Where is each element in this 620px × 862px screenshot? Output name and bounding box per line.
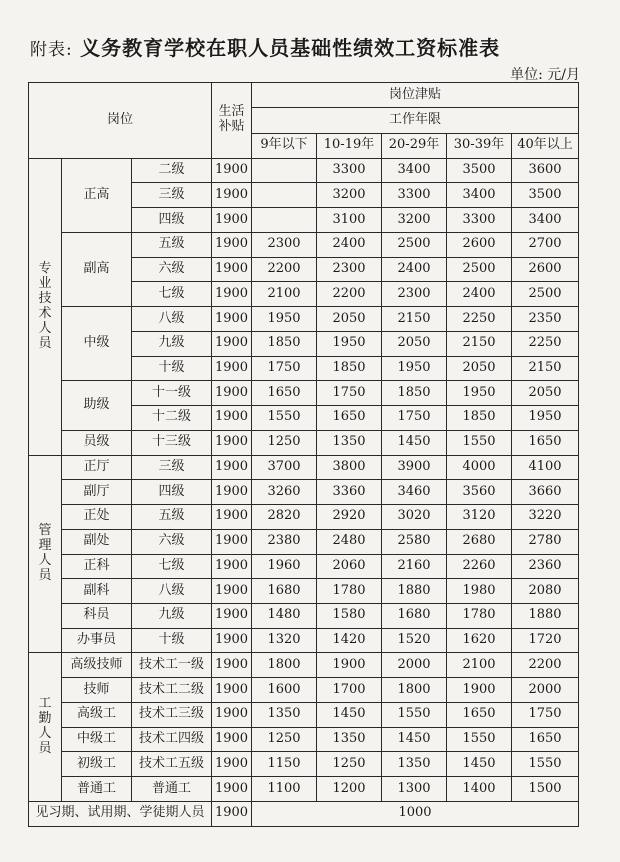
grade-cell: 四级 bbox=[132, 208, 212, 233]
value-cell bbox=[252, 183, 317, 208]
table-row bbox=[29, 554, 579, 579]
table-row bbox=[29, 480, 579, 505]
value-cell: 3020 bbox=[382, 505, 447, 530]
sub-label: 普通工 bbox=[62, 777, 132, 802]
group-label bbox=[29, 158, 62, 455]
value-cell: 3200 bbox=[317, 183, 382, 208]
value-cell: 1650 bbox=[512, 727, 579, 752]
group-label-char: 术 bbox=[38, 305, 52, 321]
value-cell: 3360 bbox=[317, 480, 382, 505]
grade-cell: 九级 bbox=[132, 603, 212, 628]
grade-cell: 十一级 bbox=[132, 381, 212, 406]
value-cell: 1250 bbox=[252, 727, 317, 752]
value-cell: 1680 bbox=[252, 579, 317, 604]
table-row bbox=[29, 678, 579, 703]
value-cell: 1750 bbox=[252, 356, 317, 381]
value-cell: 3260 bbox=[252, 480, 317, 505]
value-cell: 3600 bbox=[512, 158, 579, 183]
value-cell: 1800 bbox=[382, 678, 447, 703]
value-cell: 3660 bbox=[512, 480, 579, 505]
value-cell: 1850 bbox=[317, 356, 382, 381]
value-cell: 1450 bbox=[382, 430, 447, 455]
group-label-char: 员 bbox=[38, 741, 52, 757]
value-cell: 3300 bbox=[382, 183, 447, 208]
grade-cell: 四级 bbox=[132, 480, 212, 505]
value-cell: 1880 bbox=[382, 579, 447, 604]
value-cell: 2100 bbox=[447, 653, 512, 678]
header-work-years: 工作年限 bbox=[252, 108, 579, 133]
value-cell: 3460 bbox=[382, 480, 447, 505]
value-cell: 1450 bbox=[317, 702, 382, 727]
living-cell: 1900 bbox=[212, 529, 252, 554]
living-cell: 1900 bbox=[212, 678, 252, 703]
grade-cell: 十二级 bbox=[132, 406, 212, 431]
group-label bbox=[29, 455, 62, 653]
group-label-char: 人 bbox=[38, 320, 52, 336]
group-label-char: 员 bbox=[38, 567, 52, 583]
group-label-char: 业 bbox=[38, 275, 52, 291]
value-cell: 1350 bbox=[252, 702, 317, 727]
living-cell: 1900 bbox=[212, 752, 252, 777]
footer-living: 1900 bbox=[212, 801, 252, 826]
value-cell: 2600 bbox=[447, 232, 512, 257]
grade-cell: 技术工五级 bbox=[132, 752, 212, 777]
value-cell: 1750 bbox=[317, 381, 382, 406]
value-cell: 4100 bbox=[512, 455, 579, 480]
group-label-char: 管 bbox=[38, 523, 52, 539]
value-cell: 1950 bbox=[512, 406, 579, 431]
value-cell: 3220 bbox=[512, 505, 579, 530]
header-living-line1: 生活 bbox=[218, 104, 245, 120]
value-cell: 1650 bbox=[512, 430, 579, 455]
sub-label: 高级技师 bbox=[62, 653, 132, 678]
value-cell: 2600 bbox=[512, 257, 579, 282]
value-cell: 1950 bbox=[447, 381, 512, 406]
value-cell: 2680 bbox=[447, 529, 512, 554]
sub-label: 正高 bbox=[62, 158, 132, 232]
value-cell: 2920 bbox=[317, 505, 382, 530]
value-cell: 3400 bbox=[382, 158, 447, 183]
living-cell: 1900 bbox=[212, 257, 252, 282]
table-row bbox=[29, 430, 579, 455]
value-cell: 2250 bbox=[512, 331, 579, 356]
sub-label: 中级工 bbox=[62, 727, 132, 752]
grade-cell: 五级 bbox=[132, 505, 212, 530]
value-cell: 1750 bbox=[382, 406, 447, 431]
value-cell: 2160 bbox=[382, 554, 447, 579]
value-cell: 1750 bbox=[512, 702, 579, 727]
living-cell: 1900 bbox=[212, 406, 252, 431]
grade-cell: 技术工四级 bbox=[132, 727, 212, 752]
value-cell: 2050 bbox=[382, 331, 447, 356]
sub-label: 办事员 bbox=[62, 628, 132, 653]
header-row bbox=[29, 83, 579, 108]
table-row bbox=[29, 579, 579, 604]
value-cell: 1650 bbox=[447, 702, 512, 727]
living-cell: 1900 bbox=[212, 307, 252, 332]
value-cell: 1500 bbox=[512, 777, 579, 802]
header-col: 9年以下 bbox=[252, 133, 317, 158]
group-label-char: 人 bbox=[38, 553, 52, 568]
grade-cell: 二级 bbox=[132, 158, 212, 183]
value-cell: 3500 bbox=[447, 158, 512, 183]
grade-cell: 五级 bbox=[132, 232, 212, 257]
value-cell: 1400 bbox=[447, 777, 512, 802]
header-post: 岗位 bbox=[29, 83, 212, 159]
value-cell: 1650 bbox=[317, 406, 382, 431]
grade-cell: 三级 bbox=[132, 183, 212, 208]
value-cell: 3400 bbox=[512, 208, 579, 233]
value-cell: 2300 bbox=[317, 257, 382, 282]
value-cell: 3800 bbox=[317, 455, 382, 480]
value-cell: 1780 bbox=[447, 603, 512, 628]
value-cell: 2200 bbox=[252, 257, 317, 282]
value-cell: 2820 bbox=[252, 505, 317, 530]
value-cell: 2500 bbox=[382, 232, 447, 257]
value-cell: 1550 bbox=[252, 406, 317, 431]
value-cell: 2200 bbox=[512, 653, 579, 678]
value-cell: 2150 bbox=[512, 356, 579, 381]
living-cell: 1900 bbox=[212, 579, 252, 604]
value-cell: 2500 bbox=[512, 282, 579, 307]
living-cell: 1900 bbox=[212, 208, 252, 233]
value-cell: 2000 bbox=[382, 653, 447, 678]
value-cell: 1850 bbox=[447, 406, 512, 431]
table-row bbox=[29, 603, 579, 628]
value-cell: 1480 bbox=[252, 603, 317, 628]
grade-cell: 普通工 bbox=[132, 777, 212, 802]
value-cell: 2150 bbox=[382, 307, 447, 332]
value-cell: 2250 bbox=[447, 307, 512, 332]
value-cell: 1250 bbox=[252, 430, 317, 455]
grade-cell: 八级 bbox=[132, 307, 212, 332]
footer-value: 1000 bbox=[252, 801, 579, 826]
value-cell: 1800 bbox=[252, 653, 317, 678]
group-label bbox=[29, 653, 62, 801]
value-cell: 1550 bbox=[447, 430, 512, 455]
table-row bbox=[29, 158, 579, 183]
value-cell: 1350 bbox=[317, 727, 382, 752]
value-cell: 1550 bbox=[382, 702, 447, 727]
value-cell: 1100 bbox=[252, 777, 317, 802]
table-row bbox=[29, 702, 579, 727]
grade-cell: 九级 bbox=[132, 331, 212, 356]
value-cell: 1720 bbox=[512, 628, 579, 653]
value-cell: 2300 bbox=[252, 232, 317, 257]
value-cell: 1900 bbox=[447, 678, 512, 703]
living-cell: 1900 bbox=[212, 603, 252, 628]
footer-label: 见习期、试用期、学徒期人员 bbox=[29, 801, 212, 826]
living-cell: 1900 bbox=[212, 702, 252, 727]
grade-cell: 七级 bbox=[132, 282, 212, 307]
value-cell: 2100 bbox=[252, 282, 317, 307]
value-cell: 1350 bbox=[317, 430, 382, 455]
value-cell: 1320 bbox=[252, 628, 317, 653]
value-cell: 2300 bbox=[382, 282, 447, 307]
value-cell: 3700 bbox=[252, 455, 317, 480]
sub-label: 副厅 bbox=[62, 480, 132, 505]
table-row bbox=[29, 232, 579, 257]
living-cell: 1900 bbox=[212, 430, 252, 455]
sub-label: 副科 bbox=[62, 579, 132, 604]
value-cell: 2060 bbox=[317, 554, 382, 579]
living-cell: 1900 bbox=[212, 381, 252, 406]
grade-cell: 十级 bbox=[132, 356, 212, 381]
value-cell: 3300 bbox=[317, 158, 382, 183]
title-text: 义务教育学校在职人员基础性绩效工资标准表 bbox=[80, 36, 501, 60]
value-cell: 1680 bbox=[382, 603, 447, 628]
value-cell: 1950 bbox=[382, 356, 447, 381]
table-row bbox=[29, 752, 579, 777]
living-cell: 1900 bbox=[212, 356, 252, 381]
grade-cell: 技术工一级 bbox=[132, 653, 212, 678]
value-cell: 1850 bbox=[382, 381, 447, 406]
value-cell: 2480 bbox=[317, 529, 382, 554]
value-cell: 2400 bbox=[447, 282, 512, 307]
unit-label: 单位: 元/月 bbox=[510, 67, 580, 83]
header-living-line2: 补贴 bbox=[218, 119, 245, 135]
value-cell: 1950 bbox=[252, 307, 317, 332]
value-cell: 2200 bbox=[317, 282, 382, 307]
value-cell: 1580 bbox=[317, 603, 382, 628]
living-cell: 1900 bbox=[212, 331, 252, 356]
value-cell: 2500 bbox=[447, 257, 512, 282]
value-cell: 2700 bbox=[512, 232, 579, 257]
value-cell: 1550 bbox=[447, 727, 512, 752]
value-cell: 1200 bbox=[317, 777, 382, 802]
value-cell bbox=[252, 158, 317, 183]
living-cell: 1900 bbox=[212, 455, 252, 480]
group-label-char: 专 bbox=[38, 260, 52, 276]
value-cell: 2360 bbox=[512, 554, 579, 579]
table-row bbox=[29, 777, 579, 802]
sub-label: 中级 bbox=[62, 307, 132, 381]
value-cell bbox=[252, 208, 317, 233]
table-row bbox=[29, 455, 579, 480]
value-cell: 3900 bbox=[382, 455, 447, 480]
grade-cell: 六级 bbox=[132, 257, 212, 282]
value-cell: 2350 bbox=[512, 307, 579, 332]
value-cell: 1600 bbox=[252, 678, 317, 703]
living-cell: 1900 bbox=[212, 158, 252, 183]
header-living-allowance bbox=[212, 83, 252, 159]
living-cell: 1900 bbox=[212, 653, 252, 678]
value-cell: 1550 bbox=[512, 752, 579, 777]
value-cell: 2050 bbox=[512, 381, 579, 406]
grade-cell: 技术工二级 bbox=[132, 678, 212, 703]
value-cell: 1980 bbox=[447, 579, 512, 604]
value-cell: 1880 bbox=[512, 603, 579, 628]
group-label-char: 理 bbox=[38, 538, 52, 554]
sub-label: 员级 bbox=[62, 430, 132, 455]
group-label-char: 勤 bbox=[38, 711, 52, 727]
value-cell: 3560 bbox=[447, 480, 512, 505]
value-cell: 4000 bbox=[447, 455, 512, 480]
grade-cell: 七级 bbox=[132, 554, 212, 579]
value-cell: 1700 bbox=[317, 678, 382, 703]
sub-label: 高级工 bbox=[62, 702, 132, 727]
living-cell: 1900 bbox=[212, 628, 252, 653]
header-post-allowance: 岗位津贴 bbox=[252, 83, 579, 108]
value-cell: 2400 bbox=[317, 232, 382, 257]
grade-cell: 技术工三级 bbox=[132, 702, 212, 727]
value-cell: 2050 bbox=[447, 356, 512, 381]
value-cell: 2000 bbox=[512, 678, 579, 703]
value-cell: 1960 bbox=[252, 554, 317, 579]
value-cell: 3500 bbox=[512, 183, 579, 208]
sub-label: 科员 bbox=[62, 603, 132, 628]
sub-label: 正处 bbox=[62, 505, 132, 530]
value-cell: 2080 bbox=[512, 579, 579, 604]
table-row bbox=[29, 653, 579, 678]
living-cell: 1900 bbox=[212, 727, 252, 752]
value-cell: 2380 bbox=[252, 529, 317, 554]
living-cell: 1900 bbox=[212, 505, 252, 530]
value-cell: 3200 bbox=[382, 208, 447, 233]
header-col: 30-39年 bbox=[447, 133, 512, 158]
living-cell: 1900 bbox=[212, 232, 252, 257]
value-cell: 3100 bbox=[317, 208, 382, 233]
living-cell: 1900 bbox=[212, 282, 252, 307]
value-cell: 2780 bbox=[512, 529, 579, 554]
document-title bbox=[30, 32, 500, 61]
grade-cell: 三级 bbox=[132, 455, 212, 480]
footer-row bbox=[29, 801, 579, 826]
value-cell: 1150 bbox=[252, 752, 317, 777]
sub-label: 副处 bbox=[62, 529, 132, 554]
value-cell: 3120 bbox=[447, 505, 512, 530]
value-cell: 2400 bbox=[382, 257, 447, 282]
value-cell: 1520 bbox=[382, 628, 447, 653]
value-cell: 1900 bbox=[317, 653, 382, 678]
value-cell: 1300 bbox=[382, 777, 447, 802]
header-col: 20-29年 bbox=[382, 133, 447, 158]
value-cell: 1250 bbox=[317, 752, 382, 777]
sub-label: 副高 bbox=[62, 232, 132, 306]
grade-cell: 六级 bbox=[132, 529, 212, 554]
table-row bbox=[29, 307, 579, 332]
table-row bbox=[29, 727, 579, 752]
value-cell: 1780 bbox=[317, 579, 382, 604]
value-cell: 1620 bbox=[447, 628, 512, 653]
value-cell: 1450 bbox=[447, 752, 512, 777]
group-label-char: 员 bbox=[38, 335, 52, 351]
value-cell: 2150 bbox=[447, 331, 512, 356]
header-col: 40年以上 bbox=[512, 133, 579, 158]
sub-label: 助级 bbox=[62, 381, 132, 430]
sub-label: 技师 bbox=[62, 678, 132, 703]
living-cell: 1900 bbox=[212, 554, 252, 579]
value-cell: 3300 bbox=[447, 208, 512, 233]
salary-table bbox=[28, 82, 579, 827]
title-prefix: 附表: bbox=[30, 40, 73, 60]
value-cell: 1850 bbox=[252, 331, 317, 356]
group-label-char: 人 bbox=[38, 726, 52, 742]
sub-label: 正科 bbox=[62, 554, 132, 579]
value-cell: 1450 bbox=[382, 727, 447, 752]
living-cell: 1900 bbox=[212, 777, 252, 802]
sub-label: 初级工 bbox=[62, 752, 132, 777]
grade-cell: 十级 bbox=[132, 628, 212, 653]
value-cell: 2050 bbox=[317, 307, 382, 332]
table-row bbox=[29, 529, 579, 554]
living-cell: 1900 bbox=[212, 183, 252, 208]
table-row bbox=[29, 381, 579, 406]
sub-label: 正厅 bbox=[62, 455, 132, 480]
value-cell: 1350 bbox=[382, 752, 447, 777]
group-label-char: 工 bbox=[38, 696, 52, 712]
value-cell: 3400 bbox=[447, 183, 512, 208]
grade-cell: 十三级 bbox=[132, 430, 212, 455]
value-cell: 2580 bbox=[382, 529, 447, 554]
value-cell: 1950 bbox=[317, 331, 382, 356]
table-row bbox=[29, 628, 579, 653]
value-cell: 1420 bbox=[317, 628, 382, 653]
value-cell: 2260 bbox=[447, 554, 512, 579]
header-col: 10-19年 bbox=[317, 133, 382, 158]
value-cell: 1650 bbox=[252, 381, 317, 406]
living-cell: 1900 bbox=[212, 480, 252, 505]
group-label-char: 技 bbox=[38, 290, 52, 306]
table-row bbox=[29, 505, 579, 530]
grade-cell: 八级 bbox=[132, 579, 212, 604]
